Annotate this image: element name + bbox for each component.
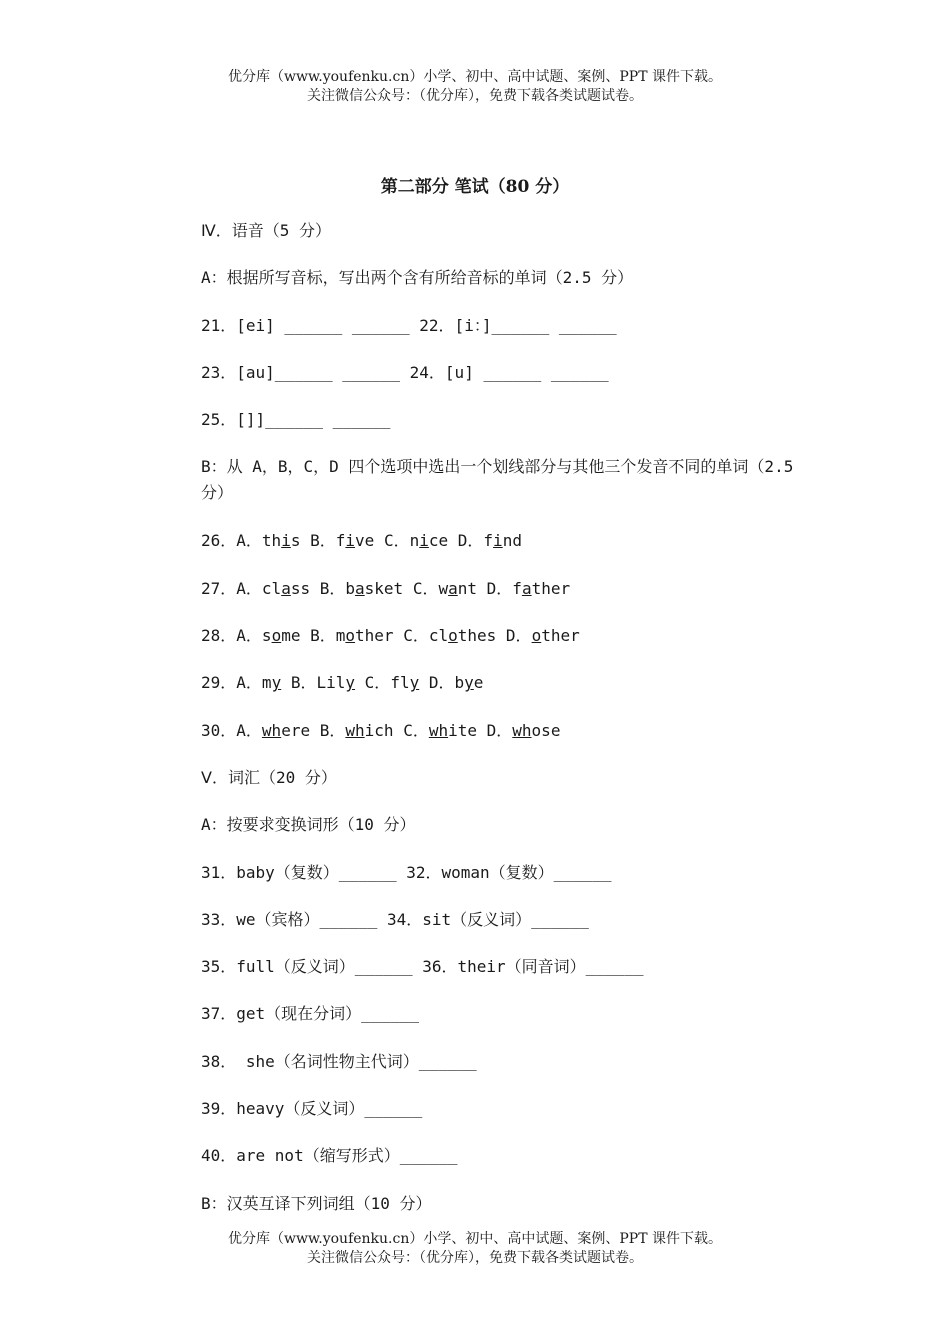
word-suffix: e (473, 673, 484, 693)
word-suffix: ss (290, 578, 311, 598)
option-letter: B． (310, 626, 336, 646)
underlined-part: y (464, 673, 474, 693)
word-prefix: cl (428, 626, 449, 646)
option-letter: B． (319, 720, 346, 740)
option-word (345, 579, 403, 598)
question-23-24: 23．[au]______ ______ 24．[u] ______ ______ (201, 362, 609, 382)
underlined-part: a (521, 578, 532, 598)
pronunciation-question (201, 623, 801, 670)
question-37: 37．get（现在分词）______ (201, 1004, 419, 1024)
option-letter: A． (236, 531, 262, 551)
word-prefix: s (261, 626, 272, 646)
page-footer (0, 1230, 950, 1268)
word-suffix: thes (457, 626, 497, 646)
option-letter: B． (319, 578, 346, 598)
underlined-part: a (281, 578, 291, 598)
exam-content (201, 218, 801, 1238)
question-39: 39．heavy（反义词）______ (201, 1099, 423, 1119)
question-number: 27． (201, 578, 237, 598)
word-suffix: sket (364, 578, 404, 598)
option-word (455, 673, 484, 692)
question-number: 29． (201, 673, 237, 693)
option-word (345, 721, 393, 740)
pronunciation-question (201, 576, 801, 623)
option-word (262, 721, 310, 740)
word-prefix: m (335, 626, 346, 646)
pronunciation-questions (201, 528, 801, 764)
word-prefix: Lil (316, 673, 346, 693)
question-40: 40．are not（缩写形式）______ (201, 1146, 458, 1166)
option-word (262, 531, 301, 550)
word-suffix: ce (428, 531, 449, 551)
option-letter: A． (236, 720, 262, 740)
underlined-part: y (409, 673, 420, 693)
section-4-part-b: B：从 A，B，C，D 四个选项中选出一个划线部分与其他三个发音不同的单词（2.5 分） (201, 457, 794, 503)
pronunciation-question (201, 528, 801, 575)
underlined-part: a (355, 578, 365, 598)
word-suffix: ere (281, 720, 311, 740)
option-word (336, 626, 394, 645)
option-letter: A． (236, 626, 262, 646)
word-suffix: ose (531, 720, 561, 740)
section-title: 第二部分 笔试（80 分） (380, 177, 570, 197)
word-suffix: ich (364, 720, 394, 740)
question-33-34: 33．we（宾格）______ 34．sit（反义词）______ (201, 909, 589, 929)
underlined-part: y (345, 673, 356, 693)
word-prefix: f (483, 531, 494, 551)
word-prefix: n (409, 531, 420, 551)
underlined-part: wh (428, 720, 449, 740)
underlined-part: wh (345, 720, 365, 740)
word-suffix: ther (531, 578, 571, 598)
section-4-heading: Ⅳ．语音（5 分） (201, 221, 332, 240)
word-prefix: w (438, 578, 449, 598)
option-letter: D． (486, 720, 513, 740)
question-number: 30． (201, 720, 237, 740)
header-line-2: 关注微信公众号：（优分库），免费下载各类试题试卷。 (307, 88, 643, 104)
option-word (410, 531, 449, 550)
page-header (0, 68, 950, 106)
underlined-part: i (281, 531, 291, 551)
underlined-part: wh (261, 720, 282, 740)
option-letter: C． (403, 626, 429, 646)
underlined-part: i (493, 531, 503, 551)
option-word (429, 721, 477, 740)
option-letter: D． (457, 531, 484, 551)
underlined-part: o (271, 626, 282, 646)
question-number: 28． (201, 626, 237, 646)
underlined-part: a (448, 578, 458, 598)
question-38: 38． she（名词性物主代词）______ (201, 1051, 477, 1071)
word-suffix: ther (541, 626, 580, 646)
word-prefix: m (261, 673, 272, 693)
word-prefix: f (512, 578, 522, 598)
underlined-part: i (419, 531, 429, 551)
word-prefix: f (335, 531, 346, 551)
underlined-part: o (448, 626, 458, 646)
word-suffix: nd (502, 531, 522, 551)
underlined-part: o (531, 626, 542, 646)
option-letter: C． (412, 578, 439, 598)
word-prefix: fl (390, 673, 410, 693)
word-suffix: nt (457, 578, 478, 598)
question-35-36: 35．full（反义词）______ 36．their（同音词）______ (201, 957, 644, 977)
pronunciation-question (201, 670, 801, 717)
question-31-32: 31．baby（复数）______ 32．woman（复数）______ (201, 862, 612, 882)
word-prefix: b (345, 578, 356, 598)
option-word (336, 531, 375, 550)
option-word (262, 673, 281, 692)
word-suffix: s (290, 531, 301, 551)
underlined-part: i (345, 531, 356, 551)
header-line-1: 优分库（www.youfenku.cn）小学、初中、高中试题、案例、PPT 课件下载。 (227, 69, 722, 85)
pronunciation-question (201, 718, 801, 765)
option-letter: B． (310, 531, 336, 551)
question-25: 25．[]]______ ______ (201, 410, 391, 430)
option-word (532, 626, 580, 645)
option-letter: D． (486, 578, 513, 598)
word-suffix: ve (355, 531, 375, 551)
footer-line-1: 优分库（www.youfenku.cn）小学、初中、高中试题、案例、PPT 课件下载。 (227, 1231, 722, 1247)
word-suffix: me (281, 626, 301, 646)
option-letter: C． (403, 720, 429, 740)
word-suffix: ite (448, 720, 477, 740)
word-prefix: b (454, 673, 465, 693)
option-letter: C． (364, 673, 391, 693)
option-letter: D． (428, 673, 455, 693)
option-word (390, 673, 419, 692)
option-word (429, 626, 496, 645)
word-suffix: ther (355, 626, 394, 646)
option-letter: C． (383, 531, 410, 551)
word-prefix: cl (261, 578, 282, 598)
option-letter: A． (236, 578, 262, 598)
option-word (512, 579, 570, 598)
option-word (316, 673, 355, 692)
underlined-part: o (345, 626, 356, 646)
word-prefix: th (261, 531, 282, 551)
section-5-part-a: A：按要求变换词形（10 分） (201, 815, 416, 835)
option-word (262, 626, 301, 645)
section-4-part-a: A：根据所写音标，写出两个含有所给音标的单词（2.5 分） (201, 268, 634, 288)
section-5-part-b: B：汉英互译下列词组（10 分） (201, 1193, 432, 1213)
section-5-heading: Ⅴ．词汇（20 分） (201, 767, 337, 787)
option-word (438, 579, 477, 598)
option-word (483, 531, 522, 550)
option-letter: B． (290, 673, 317, 693)
option-letter: D． (505, 626, 532, 646)
option-word (512, 721, 560, 740)
option-word (262, 579, 310, 598)
underlined-part: y (271, 673, 282, 693)
question-21-22: 21．[ei] ______ ______ 22．[i：]______ ______ (201, 315, 617, 335)
underlined-part: wh (512, 720, 532, 740)
footer-line-2: 关注微信公众号：（优分库），免费下载各类试题试卷。 (307, 1250, 643, 1266)
question-number: 26． (201, 531, 237, 551)
option-letter: A． (236, 673, 262, 693)
